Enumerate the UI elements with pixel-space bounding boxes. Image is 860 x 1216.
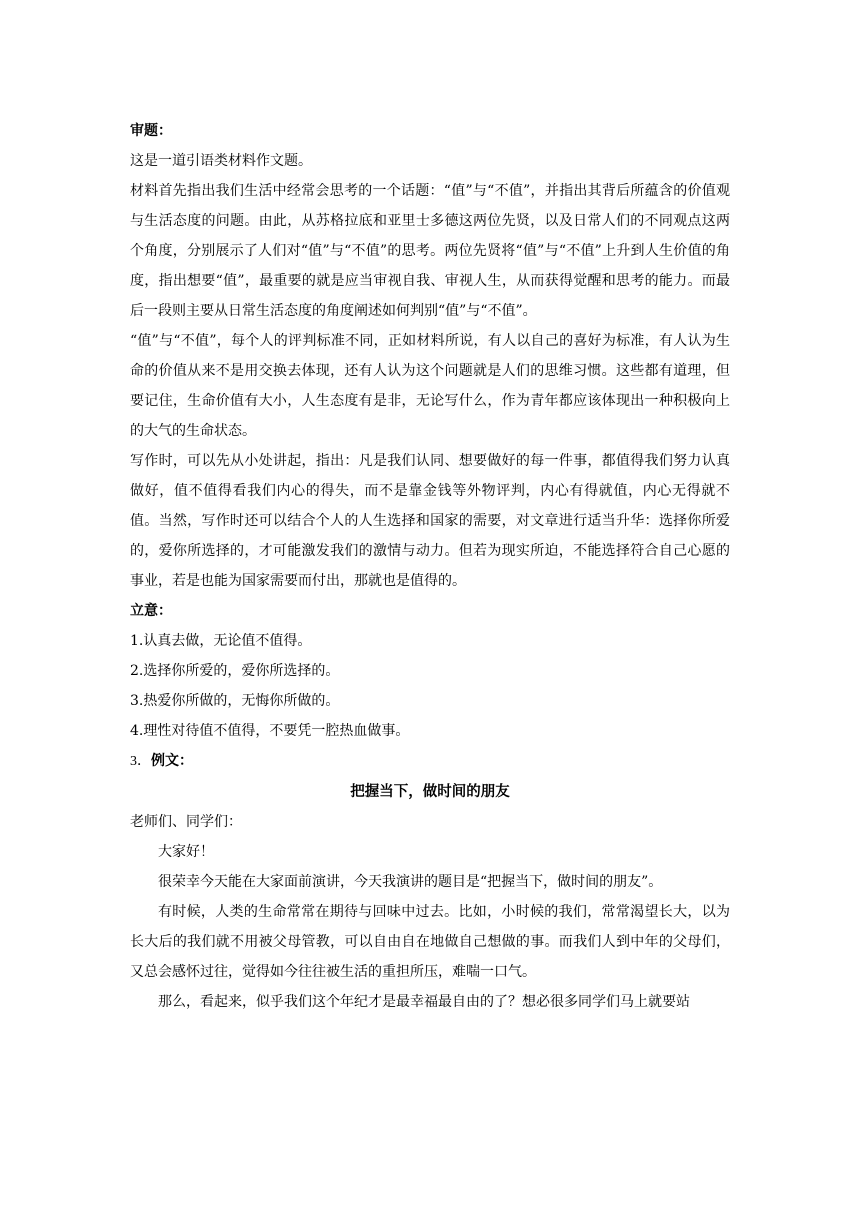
example-number: 3． — [130, 754, 151, 769]
theme-item-3: 3.热爱你所做的，无悔你所做的。 — [130, 693, 340, 709]
review-paragraph-material: 材料首先指出我们生活中经常会思考的一个话题：“值”与“不值”，并指出其背后所蕴含的价值观与生活态度的问题。由此，从苏格拉底和亚里士多德这两位先贤，以及日常人们的不同观点这两个角度，分别展示了人们对“值”与“不值”的思考。两位先贤将“值”与“不值”上升到人生价值的角度，指出想要“值”，最重要的就是应当审视自我、审视人生，从而获得觉醒和思考的能力。而最后一段则主要从日常生活态度的角度阐述如何判别“值”与“不值”。 — [130, 183, 730, 319]
essay-salutation: 老师们、同学们： — [130, 814, 242, 830]
essay-paragraph-2: 有时候，人类的生命常常在期待与回味中过去。比如，小时候的我们，常常渴望长大，以为长大后的我们就不用被父母管教，可以自由自在地做自己想做的事。而我们人到中年的父母们，又总会感怀过往，觉得如今往往被生活的重担所压，难喘一口气。 — [130, 904, 730, 980]
example-heading-line — [130, 746, 730, 777]
review-intro: 这是一道引语类材料作文题。 — [130, 153, 312, 169]
essay-paragraph-1: 很荣幸今天能在大家面前演讲，今天我演讲的题目是“把握当下，做时间的朋友”。 — [158, 874, 663, 890]
example-heading: 例文： — [151, 753, 193, 769]
essay-greeting: 大家好！ — [158, 844, 214, 860]
review-heading: 审题： — [130, 123, 172, 139]
review-paragraph-standards: “值”与“不值”，每个人的评判标准不同，正如材料所说，有人以自己的喜好为标准，有人认为生命的价值从来不是用交换去体现，还有人认为这个问题就是人们的思维习惯。这些都有道理，但要记住，生命价值有大小，人生态度有是非，无论写什么，作为青年都应该体现出一种积极向上的大气的生命状态。 — [130, 333, 730, 439]
document-body — [130, 116, 730, 1017]
theme-item-1: 1.认真去做，无论值不值得。 — [130, 633, 312, 649]
review-paragraph-writing: 写作时，可以先从小处讲起，指出：凡是我们认同、想要做好的每一件事，都值得我们努力认真做好，值不值得看我们内心的得失，而不是靠金钱等外物评判，内心有得就值，内心无得就不值。当然，写作时还可以结合个人的人生选择和国家的需要，对文章进行适当升华：选择你所爱的，爱你所选择的，才可能激发我们的激情与动力。但若为现实所迫，不能选择符合自己心愿的事业，若是也能为国家需要而付出，那就也是值得的。 — [130, 453, 730, 589]
essay-paragraph-3: 那么，看起来，似乎我们这个年纪才是最幸福最自由的了？想必很多同学们马上就要站 — [158, 994, 690, 1010]
essay-title: 把握当下，做时间的朋友 — [350, 784, 510, 800]
theme-item-4: 4.理性对待值不值得，不要凭一腔热血做事。 — [130, 723, 410, 739]
theme-item-2: 2.选择你所爱的，爱你所选择的。 — [130, 663, 340, 679]
theme-heading: 立意： — [130, 603, 172, 619]
